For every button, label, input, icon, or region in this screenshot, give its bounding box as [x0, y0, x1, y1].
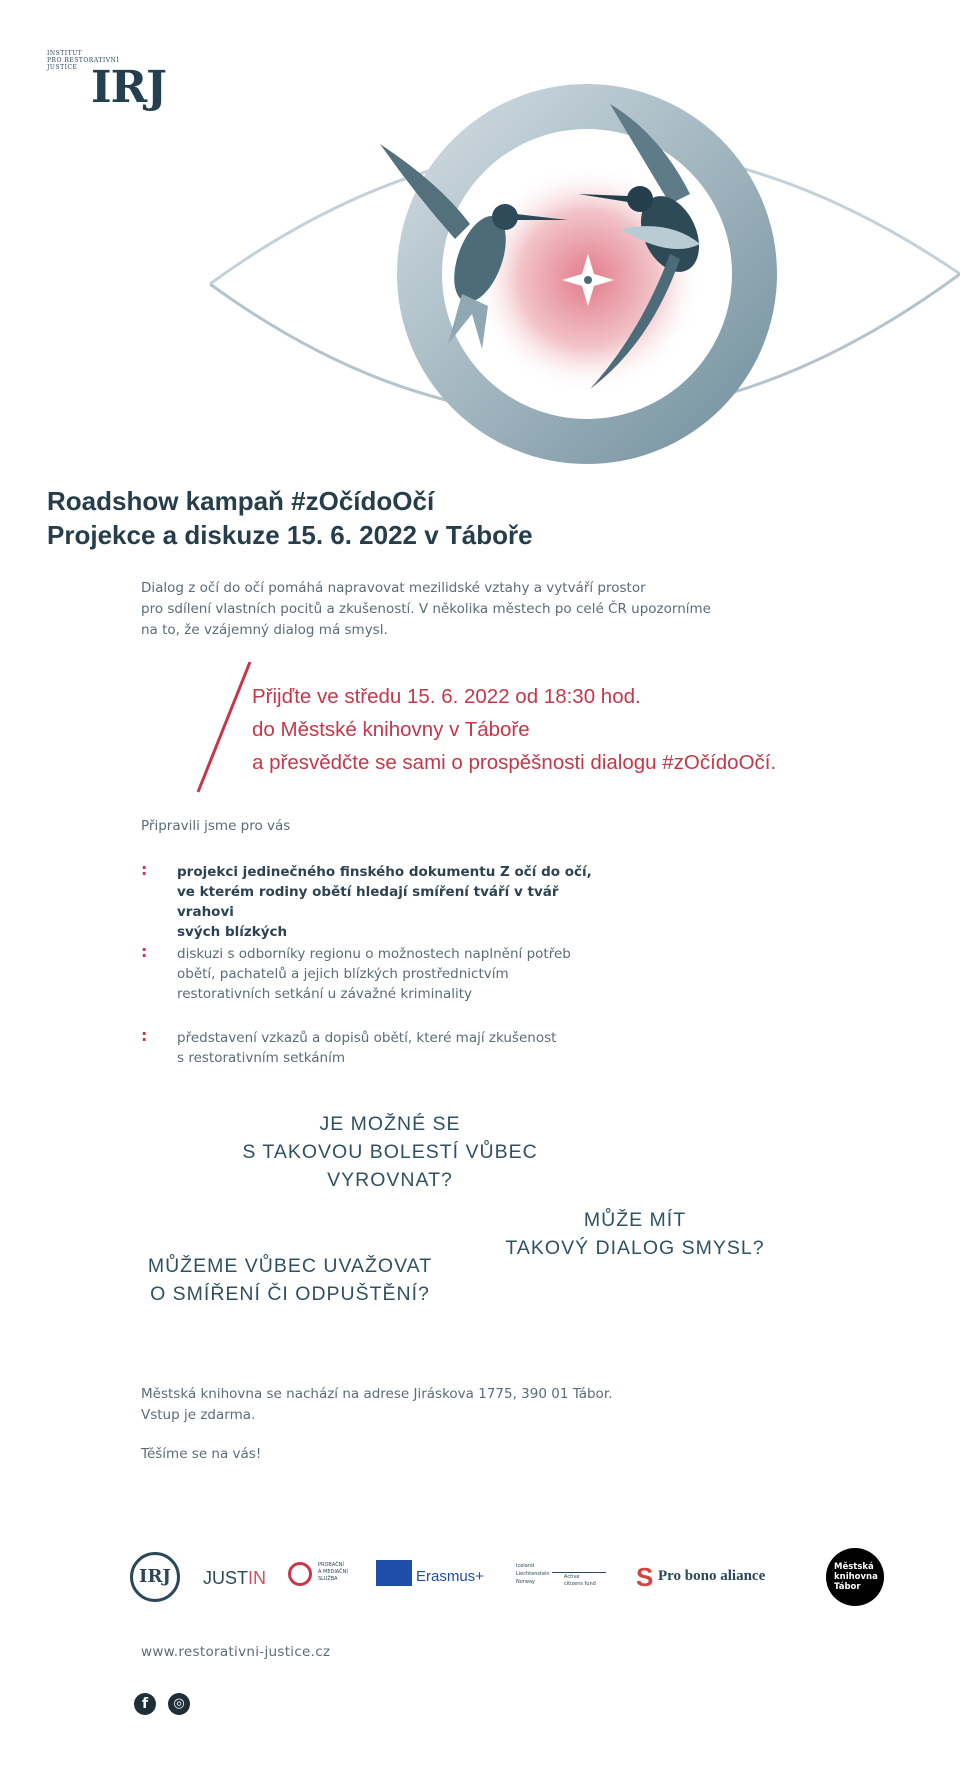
logo-irj-round[interactable]: IRJ — [130, 1552, 180, 1602]
erasmus-text: Erasmus+ — [416, 1568, 484, 1585]
probono-text: Pro bono aliance — [658, 1568, 766, 1584]
program-line: s restorativním setkáním — [177, 1050, 346, 1066]
instagram-icon[interactable]: ◎ — [168, 1693, 190, 1715]
probacni-line: PROBAČNÍ — [318, 1562, 344, 1568]
program-line: svých blízkých — [177, 924, 288, 940]
bullet-mark: : — [141, 942, 148, 961]
cta-line: do Městské knihovny v Táboře — [252, 718, 530, 741]
norway-line: Norway — [516, 1579, 535, 1585]
page-title — [47, 484, 533, 552]
knihovna-line: Tábor — [834, 1582, 861, 1592]
website-link[interactable]: www.restorativni-justice.cz — [141, 1644, 331, 1660]
program-line: projekci jedinečného finského dokumentu Z očí do očí, — [177, 864, 592, 880]
justin-text: JUST — [203, 1568, 248, 1588]
question-line: S TAKOVOU BOLESTÍ VŮBEC — [242, 1141, 538, 1163]
accent-slash — [190, 660, 260, 795]
bullet-mark: : — [141, 860, 148, 879]
program-line: obětí, pachatelů a jejich blízkých prostřednictvím — [177, 966, 509, 982]
title-line-2: Projekce a diskuze 15. 6. 2022 v Táboře — [47, 520, 533, 550]
question-line: MŮŽEME VŮBEC UVAŽOVAT — [147, 1255, 433, 1277]
question-2 — [490, 1206, 780, 1262]
knihovna-line: Městská — [834, 1562, 874, 1572]
logo-line: INSTITUT — [47, 50, 83, 57]
logo-line: PRO RESTORATIVNÍ — [47, 57, 120, 64]
address-line: Vstup je zdarma. — [141, 1407, 256, 1423]
question-line: VYROVNAT? — [327, 1169, 453, 1191]
program-item-text — [177, 1028, 617, 1068]
program-line: restorativních setkání u závažné kriminality — [177, 986, 473, 1002]
question-3 — [130, 1252, 450, 1308]
title-line-1: Roadshow kampaň #zOčídoOčí — [47, 486, 435, 516]
knihovna-line: knihovna — [834, 1572, 878, 1582]
fingerprint-icon — [288, 1562, 312, 1586]
logo-mestska-knihovna-tabor[interactable] — [826, 1548, 884, 1606]
address-line: Městská knihovna se nachází na adrese Jiráskova 1775, 390 01 Tábor. — [141, 1386, 613, 1402]
intro-line: pro sdílení vlastních pocitů a zkušeností. V několika městech po celé ČR upozorníme — [141, 601, 711, 617]
facebook-icon[interactable]: f — [134, 1693, 156, 1715]
program-line: ve kterém rodiny obětí hledají smíření tváří v tvář vrahovi — [177, 884, 559, 920]
bullet-mark: : — [141, 1026, 148, 1045]
venue-address — [141, 1384, 612, 1426]
norway-line: Liechtenstein — [516, 1571, 550, 1577]
program-item-text — [177, 862, 617, 942]
eu-flag-icon — [376, 1560, 412, 1586]
greeting: Těšíme se na vás! — [141, 1446, 262, 1462]
s-mark-icon: S — [636, 1562, 654, 1592]
intro-paragraph — [141, 578, 781, 641]
probacni-line: A MEDIAČNÍ — [318, 1569, 348, 1575]
logo-justin[interactable] — [203, 1568, 266, 1589]
program-line: představení vzkazů a dopisů obětí, které mají zkušenost — [177, 1030, 557, 1046]
program-item-text — [177, 944, 617, 1004]
intro-line: Dialog z očí do očí pomáhá napravovat mezilidské vztahy a vytváří prostor — [141, 580, 646, 596]
probacni-line: SLUŽBA — [318, 1576, 338, 1582]
program-line: diskuzi s odborníky regionu o možnostech naplnění potřeb — [177, 946, 571, 962]
eye-hummingbirds-illustration — [200, 44, 960, 500]
question-line: JE MOŽNÉ SE — [319, 1113, 461, 1135]
acf-line: Active — [564, 1574, 580, 1580]
norway-line: Iceland — [516, 1563, 535, 1569]
call-to-action — [252, 680, 776, 779]
question-line: MŮŽE MÍT — [583, 1209, 687, 1231]
logo-line: JUSTICE — [47, 64, 78, 71]
question-line: O SMÍŘENÍ ČI ODPUŠTĚNÍ? — [150, 1283, 430, 1305]
cta-line: a přesvědčte se sami o prospěšnosti dialogu #zOčídoOčí. — [252, 751, 777, 774]
acf-line: citizens fund — [564, 1581, 596, 1587]
question-line: TAKOVÝ DIALOG SMYSL? — [505, 1237, 765, 1259]
logo-irj: IRJ — [91, 62, 166, 113]
logo-active-citizens-fund[interactable] — [516, 1562, 606, 1592]
intro-line: na to, že vzájemný dialog má smysl. — [141, 622, 388, 638]
cta-line: Přijďte ve středu 15. 6. 2022 od 18:30 hod. — [252, 685, 641, 708]
justin-accent: IN — [248, 1568, 266, 1588]
partner-logos — [128, 1548, 888, 1612]
program-label: Připravili jsme pro vás — [141, 818, 291, 834]
question-1 — [220, 1110, 560, 1194]
